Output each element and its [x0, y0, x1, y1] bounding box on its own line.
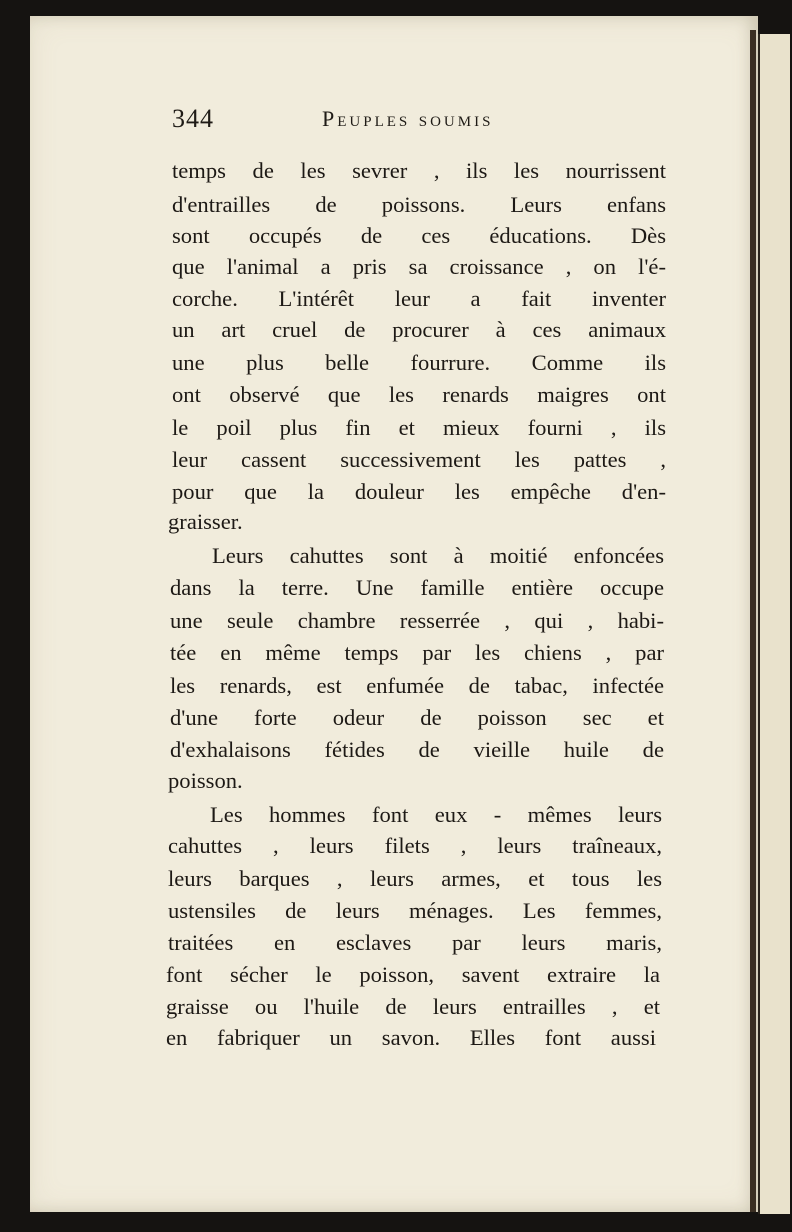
text-line: cahuttes , leurs filets , leurs traîneaux, — [168, 833, 662, 858]
text-line: les renards, est enfumée de tabac, infectée — [170, 673, 664, 698]
text-line: le poil plus fin et mieux fourni , ils — [172, 415, 666, 440]
running-title: Peuples soumis — [322, 106, 494, 131]
text-line: une plus belle fourrure. Comme ils — [172, 350, 666, 375]
page-number: 344 — [172, 104, 214, 133]
text-line: pour que la douleur les empêche d'en- — [172, 479, 666, 504]
text-line: ont observé que les renards maigres ont — [172, 382, 666, 407]
text-line: poisson. — [168, 768, 243, 793]
text-line: d'entrailles de poissons. Leurs enfans — [172, 192, 666, 217]
text-line: corche. L'intérêt leur a fait inventer — [172, 286, 666, 311]
text-line: Les hommes font eux - mêmes leurs — [210, 802, 662, 827]
text-line: d'exhalaisons fétides de vieille huile de — [170, 737, 664, 762]
text-line: une seule chambre resserrée , qui , habi- — [170, 608, 664, 633]
text-line: Leurs cahuttes sont à moitié enfoncées — [212, 543, 664, 568]
text-line: leur cassent successivement les pattes , — [172, 447, 666, 472]
text-line: un art cruel de procurer à ces animaux — [172, 317, 666, 342]
text-line: dans la terre. Une famille entière occupe — [170, 575, 664, 600]
text-line: graisse ou l'huile de leurs entrailles , et — [166, 994, 660, 1019]
text-line: sont occupés de ces éducations. Dès — [172, 223, 666, 248]
text-line: traitées en esclaves par leurs maris, — [168, 930, 662, 955]
text-line: que l'animal a pris sa croissance , on l'é- — [172, 254, 666, 279]
text-line: leurs barques , leurs armes, et tous les — [168, 866, 662, 891]
text-line: ustensiles de leurs ménages. Les femmes, — [168, 898, 662, 923]
text-line: d'une forte odeur de poisson sec et — [170, 705, 664, 730]
text-line: tée en même temps par les chiens , par — [170, 640, 664, 665]
text-line: temps de les sevrer , ils les nourrissent — [172, 158, 666, 183]
text-line: graisser. — [168, 509, 243, 534]
text-line: font sécher le poisson, savent extraire la — [166, 962, 660, 987]
text-line: en fabriquer un savon. Elles font aussi — [166, 1025, 656, 1050]
